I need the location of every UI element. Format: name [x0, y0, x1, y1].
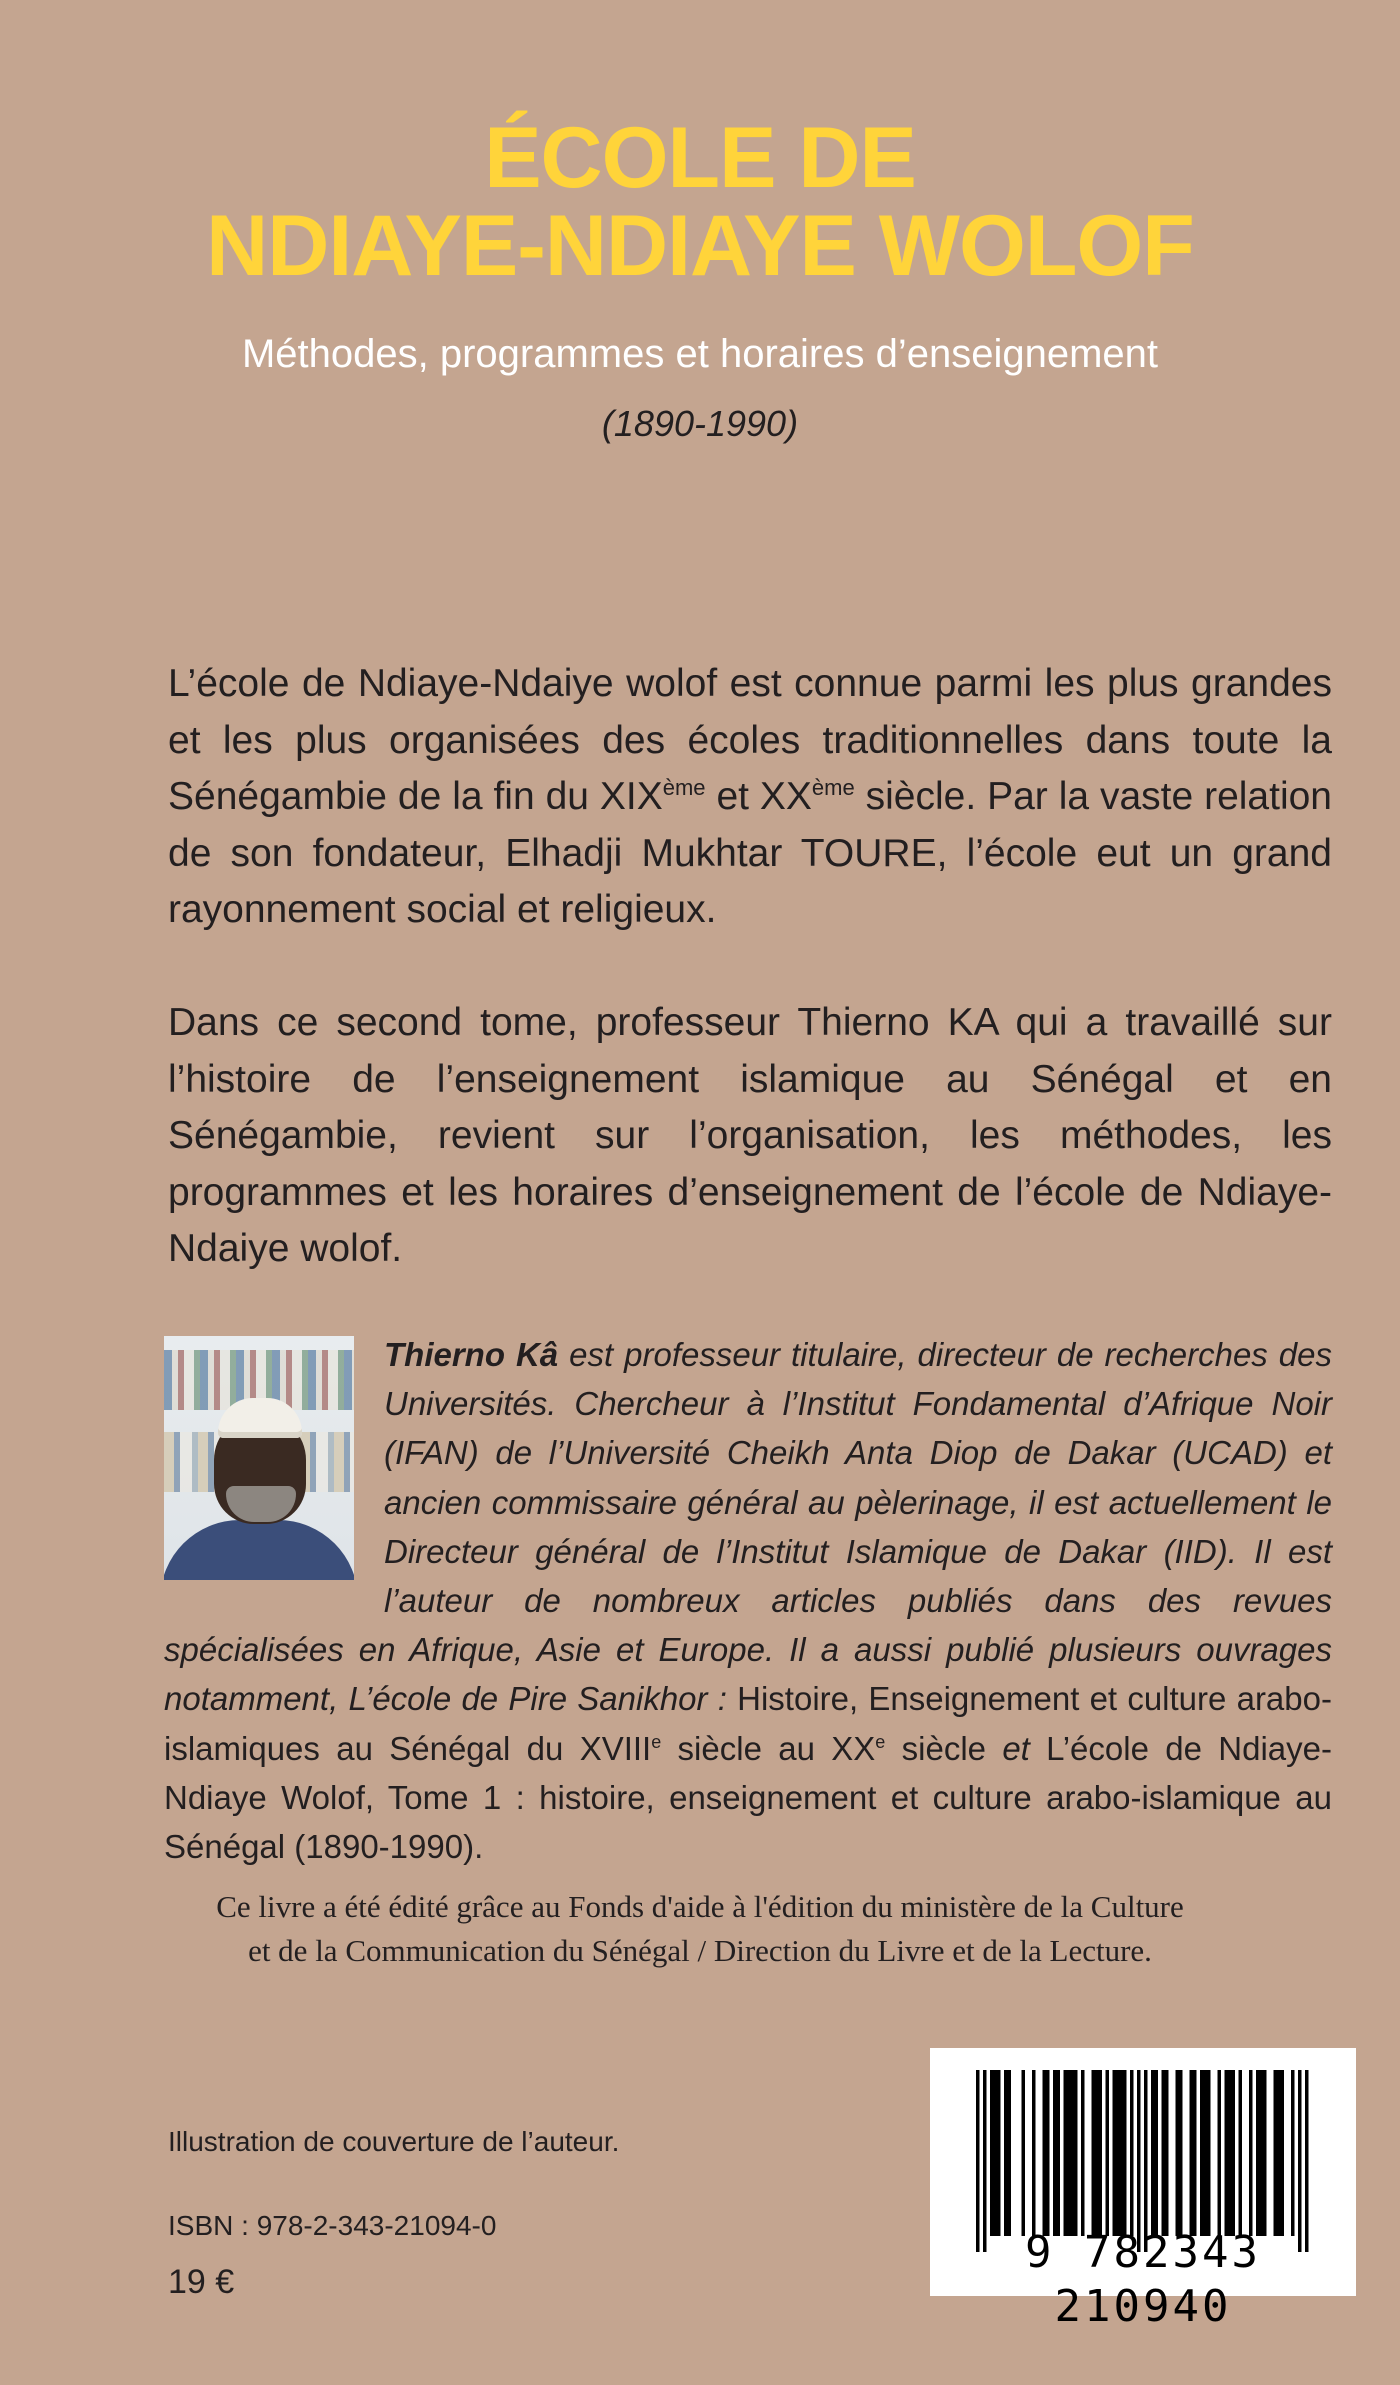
superscript: ème — [811, 775, 855, 800]
barcode-bar — [1067, 2070, 1071, 2236]
barcode-bar — [1281, 2070, 1285, 2236]
bio-text: siècle au XX — [661, 1729, 876, 1767]
barcode-bar — [1092, 2070, 1096, 2236]
barcode-bar — [994, 2070, 998, 2236]
barcode-bar — [1099, 2070, 1103, 2236]
title-line-2: NDIAYE-NDIAYE WOLOF — [206, 198, 1194, 294]
barcode-bar — [1193, 2070, 1197, 2236]
barcode-bar — [1176, 2070, 1180, 2236]
description-paragraph-2: Dans ce second tome, professeur Thierno KA qui a travaillé sur l’histoire de l’enseignement islamique au Sénégal et en Sénégambie, revient sur l’organisation, les méthodes, les programmes et les horaires d’enseignement de l’école de Ndiaye-Ndaiye wolof. — [168, 1001, 1332, 1270]
superscript: e — [651, 1731, 662, 1752]
barcode-bar — [1064, 2070, 1068, 2236]
period: (1890-1990) — [601, 403, 799, 444]
barcode-bar — [1120, 2070, 1124, 2236]
barcode-bar — [1022, 2070, 1026, 2236]
barcode-bar — [1081, 2070, 1085, 2236]
barcode-bar — [1232, 2070, 1236, 2236]
barcode-bar — [997, 2070, 1001, 2236]
barcode-bar — [1004, 2070, 1008, 2236]
illustration-credit: Illustration de couverture de l’auteur. — [168, 2126, 620, 2157]
barcode-bar — [1263, 2070, 1267, 2236]
bio-text: Histoire, Enseignement et culture arabo-islamiques au Sénégal du XVIII — [164, 1680, 1332, 1767]
barcode-bar — [1008, 2070, 1012, 2236]
barcode-bar — [1032, 2070, 1036, 2236]
funding-credit — [100, 1885, 1300, 1973]
barcode-bar — [1165, 2070, 1169, 2236]
barcode-bar — [1298, 2070, 1302, 2252]
author-robe — [164, 1520, 354, 1580]
paragraph-text: siècle. Par la vaste relation de son fondateur, Elhadji Mukhtar TOURE, l’école eut un grand rayonnement social et religieux. — [168, 775, 1332, 931]
barcode-bar — [1228, 2070, 1232, 2236]
barcode-bar — [1116, 2070, 1120, 2236]
credit-line-2: et de la Communication du Sénégal / Direction du Livre et de la Lecture. — [248, 1933, 1152, 1968]
barcode-bar — [1130, 2070, 1134, 2236]
title-line-1: ÉCOLE DE — [484, 110, 916, 206]
author-name: Thierno Kâ — [384, 1336, 559, 1373]
paragraph-text: et XX — [705, 775, 812, 818]
barcode-bar — [1151, 2070, 1155, 2236]
barcode-bar — [1291, 2070, 1295, 2236]
superscript: ème — [662, 775, 706, 800]
barcode-bar — [1137, 2070, 1141, 2252]
isbn: ISBN : 978-2-343-21094-0 — [168, 2210, 497, 2241]
barcode-bar — [1200, 2070, 1204, 2236]
barcode-bar — [1053, 2070, 1057, 2236]
barcode-bar — [1113, 2070, 1117, 2236]
barcode-bar — [1043, 2070, 1047, 2236]
barcode-bar — [990, 2070, 994, 2236]
barcode — [930, 2048, 1356, 2332]
bio-text: et — [1002, 1729, 1030, 1767]
barcode-bar — [1074, 2070, 1078, 2236]
barcode-bar — [1260, 2070, 1264, 2236]
barcode-bar — [1106, 2070, 1110, 2236]
barcode-bar — [983, 2070, 987, 2252]
barcode-bar — [1218, 2070, 1222, 2236]
barcode-bar — [1225, 2070, 1229, 2236]
barcode-bar — [1071, 2070, 1075, 2236]
barcode-bar — [1046, 2070, 1050, 2236]
barcode-bar — [976, 2070, 980, 2252]
barcode-bar — [1239, 2070, 1243, 2236]
barcode-bar — [1155, 2070, 1159, 2236]
price: 19 € — [168, 2263, 235, 2301]
barcode-bar — [1249, 2070, 1253, 2236]
subtitle: Méthodes, programmes et horaires d’enseignement — [241, 332, 1159, 376]
barcode-bar — [1144, 2070, 1148, 2252]
paragraph-text: L’école de Ndiaye-Ndaiye wolof est connue parmi les plus grandes et les plus organisées des écoles traditionnelles dans toute la Sénégambie de la fin du XIX — [168, 662, 1332, 818]
barcode-bar — [1190, 2070, 1194, 2236]
description-paragraph-1 — [168, 656, 1332, 939]
author-photo — [164, 1336, 354, 1580]
barcode-bar — [1162, 2070, 1166, 2236]
barcode-digits: 9 782343 210940 — [1025, 2227, 1261, 2332]
barcode-bar — [1274, 2070, 1278, 2236]
barcode-bar — [1057, 2070, 1061, 2236]
bio-text: L’école de Ndiaye-Ndiaye Wolof, Tome 1 : histoire, enseignement et culture arabo-islamique au Sénégal (1890-1990). — [164, 1729, 1332, 1866]
barcode-bar — [1179, 2070, 1183, 2236]
superscript: e — [875, 1731, 886, 1752]
barcode-bar — [1095, 2070, 1099, 2236]
barcode-bar — [1123, 2070, 1127, 2236]
author-bio — [164, 1330, 1332, 1871]
barcode-bar — [1277, 2070, 1281, 2236]
barcode-bar — [1256, 2070, 1260, 2236]
barcode-bar — [1207, 2070, 1211, 2236]
bio-text: siècle — [885, 1729, 1003, 1767]
credit-line-1: Ce livre a été édité grâce au Fonds d'aide à l'édition du ministère de la Culture — [216, 1889, 1184, 1924]
barcode-bar — [1305, 2070, 1309, 2252]
barcode-bar — [1204, 2070, 1208, 2236]
bio-text: est professeur titulaire, directeur de recherches des Universités. Chercheur à l’Institut Fondamental d’Afrique Noir (IFAN) de l’Université Cheikh Anta Diop de Dakar (UCAD) et ancien commissaire général au pèlerinage, il est actuellement le Directeur général de l’Institut Islamique de Dakar (IID). Il est l’auteur de nombreux articles publiés dans des revues spécialisées en Afrique, Asie et Europe. Il a aussi publié plusieurs ouvrages notamment, L’école de Pire Sanikhor : — [164, 1336, 1332, 1718]
